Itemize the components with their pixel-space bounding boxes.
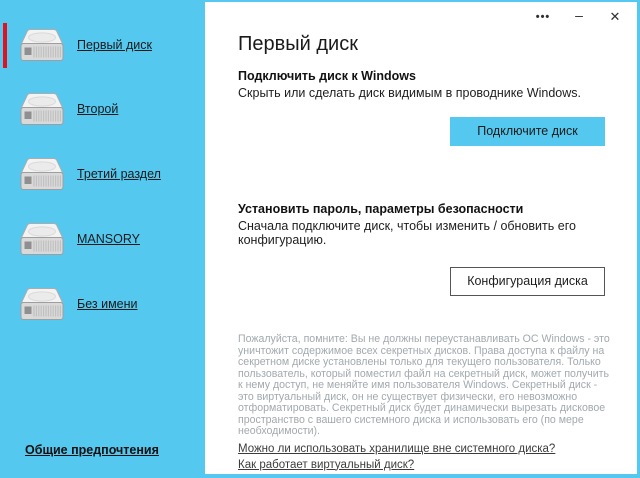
sidebar bbox=[0, 0, 205, 478]
disk-configuration-button[interactable]: Конфигурация диска bbox=[450, 267, 605, 296]
sidebar-item-label[interactable]: MANSORY bbox=[77, 232, 140, 246]
sidebar-item-third-partition[interactable] bbox=[20, 157, 161, 191]
general-preferences-link[interactable]: Общие предпочтения bbox=[25, 443, 159, 457]
main-panel bbox=[205, 2, 637, 474]
minimize-icon[interactable]: – bbox=[575, 7, 583, 23]
help-link-virtual-disk[interactable]: Как работает виртуальный диск? bbox=[238, 458, 415, 471]
section-heading: Подключить диск к Windows bbox=[238, 69, 416, 83]
section-description: Скрыть или сделать диск видимым в проводнике Windows. bbox=[238, 86, 582, 100]
hard-drive-icon bbox=[20, 28, 64, 62]
sidebar-item-label[interactable]: Третий раздел bbox=[77, 167, 161, 181]
window-controls bbox=[531, 6, 627, 28]
section-heading: Установить пароль, параметры безопасности bbox=[238, 202, 524, 216]
help-link-external-storage[interactable]: Можно ли использовать хранилище вне системного диска? bbox=[238, 442, 556, 455]
hard-drive-icon bbox=[20, 287, 64, 321]
warning-note: Пожалуйста, помните: Вы не должны переустанавливать ОС Windows - это уничтожит содержимое всех секретных дисков. Права доступа к файлу на секретном диске установлены только для текущего пользователя. Только пользователь, который поместил файл на секретный диск, может получить к нему доступ, не меняйте имя пользователя Windows. Секретный диск - это виртуальный диск, он не существует физически, его невозможно отформатировать. Секретный диск будет динамически вырезать дисковое пространство с вашего системного диска и использовать его (по мере необходимости). bbox=[238, 333, 610, 437]
sidebar-item-label[interactable]: Второй bbox=[77, 102, 119, 116]
selected-item-indicator bbox=[3, 23, 7, 68]
close-icon[interactable]: ✕ bbox=[609, 9, 621, 24]
sidebar-item-label[interactable]: Без имени bbox=[77, 297, 138, 311]
help-links bbox=[238, 443, 605, 471]
sidebar-item-mansory[interactable] bbox=[20, 222, 140, 256]
menu-ellipsis-icon[interactable]: ••• bbox=[535, 11, 551, 23]
section-description: Сначала подключите диск, чтобы изменить / обновить его конфигурацию. bbox=[238, 219, 576, 247]
hard-drive-icon bbox=[20, 157, 64, 191]
hard-drive-icon bbox=[20, 92, 64, 126]
mount-disk-button[interactable]: Подключите диск bbox=[450, 117, 605, 146]
section-security bbox=[238, 202, 605, 296]
page-title: Первый диск bbox=[238, 33, 358, 55]
sidebar-item-label[interactable]: Первый диск bbox=[77, 38, 152, 52]
sidebar-item-first-disk[interactable] bbox=[20, 28, 152, 62]
hard-drive-icon bbox=[20, 222, 64, 256]
sidebar-item-unnamed[interactable] bbox=[20, 287, 138, 321]
section-mount-disk bbox=[238, 69, 605, 146]
sidebar-item-second-disk[interactable] bbox=[20, 92, 118, 126]
